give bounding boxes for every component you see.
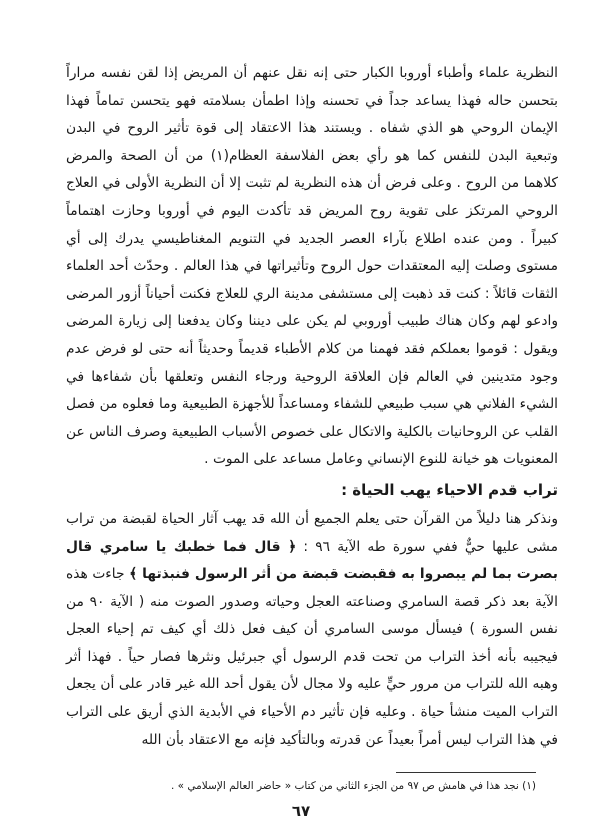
section-heading: تراب قدم الاحياء يهب الحياة : xyxy=(341,480,558,499)
paragraph-2-intro: ونذكر هنا دليلاً من القرآن حتى يعلم الجميع أن الله قد يهب آثار الحياة لقبضة من تراب مشى عليها حيٌّ ففي سورة طه الآية ٩٦ : xyxy=(66,510,558,555)
paragraph-1: النظرية علماء وأطباء أوروبا الكبار حتى إنه نقل عنهم أن المريض إذا لقن نفسه مراراً بتحسن حاله فهذا يساعد جداً في تحسنه وإذا اطمأن بسلامته فهو يتحسن تماماً فهذا الإيمان الروحي هو الذي شفاه . ويستند هذا الاعتقاد إلى قوة تأثير الروح في البدن وتبعية البدن للنفس كما هو رأي بعض الفلاسفة العظام(١) من أن الصحة والمرض كلاهما من الروح . وعلى فرض أن هذه النظرية لم تثبت إلا أن النظرية الأولى في العلاج الروحي المرتكز على تقوية روح المريض قد تأكدت اليوم في أوروبا وحازت اهتماماً كبيراً . ومن عنده اطلاع بآراء العصر الجديد في التنويم المغناطيسي يدرك إلى أي مستوى وصلت إليه المعتقدات حول الروح وتأثيراتها في هذا العالم . وحدّث أحد العلماء الثقات قائلاً : كنت قد ذهبت إلى مستشفى مدينة الري للعلاج فكنت أحياناً أزور المرضى وادعو لهم وكان هناك طبيب أوروبي لم يكن على ديننا وكان يدفعنا إلى زيارة المرضى ويقول : قوموا بعملكم فقد فهمنا من كلام الأطباء قديماً وحديثاً أنه حتى لو فرض عدم وجود متدينين في العالم فإن العلاقة الروحية ورجاء النفس وتعلقها بأن شفاءها في الشيء الفلاني هي سبب طبيعي للشفاء ومساعداً للأجهزة الطبيعية وما فعلوه من فصل القلب عن الروحانيات بالكلية والاتكال على خصوص الأسباب الطبيعية وصرف الناس عن المعنويات هو خيانة للنوع الإنساني وعامل مساعد على الموت . xyxy=(66,65,558,468)
quran-verse: ﴿ قال فما خطبك يا سامري قال بصرت بما لم يبصروا به فقبضت قبضة من أثر الرسول فنبذتها ﴾ xyxy=(66,538,558,583)
paragraph-2-rest: جاءت هذه الآية بعد ذكر قصة السامري وصناعته العجل وحياته وصدور الصوت منه ( الآية ٩٠ من نفس السورة ) فيسأل موسى السامري أن كيف فعل ذلك أي كيف تم إحياء العجل فيجيبه بأنه أخذ التراب من تحت قدم الرسول أي جبرئيل ونثرها فصار حياً . فهذا أثر وهبه الله للتراب من مرور حيٍّ عليه ولا مجال لأن يقول أحد الله غير قادر على أن يجعل التراب الميت منشأ حياة . وعليه فإن تأثير دم الأحياء في الأبدية الذي أريق على التراب في هذا التراب ليس أمراً بعيداً عن قدرته وبالتأكيد فإنه مع الاعتقاد بأن الله xyxy=(66,566,558,748)
footnote-divider xyxy=(396,772,536,773)
paragraph-2 xyxy=(66,506,558,754)
page-number: ٦٧ xyxy=(291,802,311,820)
footnote: (١) نجد هذا في هامش ص ٩٧ من الجزء الثاني من كتاب « حاضر العالم الإسلامي » . xyxy=(170,780,536,792)
page-body xyxy=(66,60,558,754)
